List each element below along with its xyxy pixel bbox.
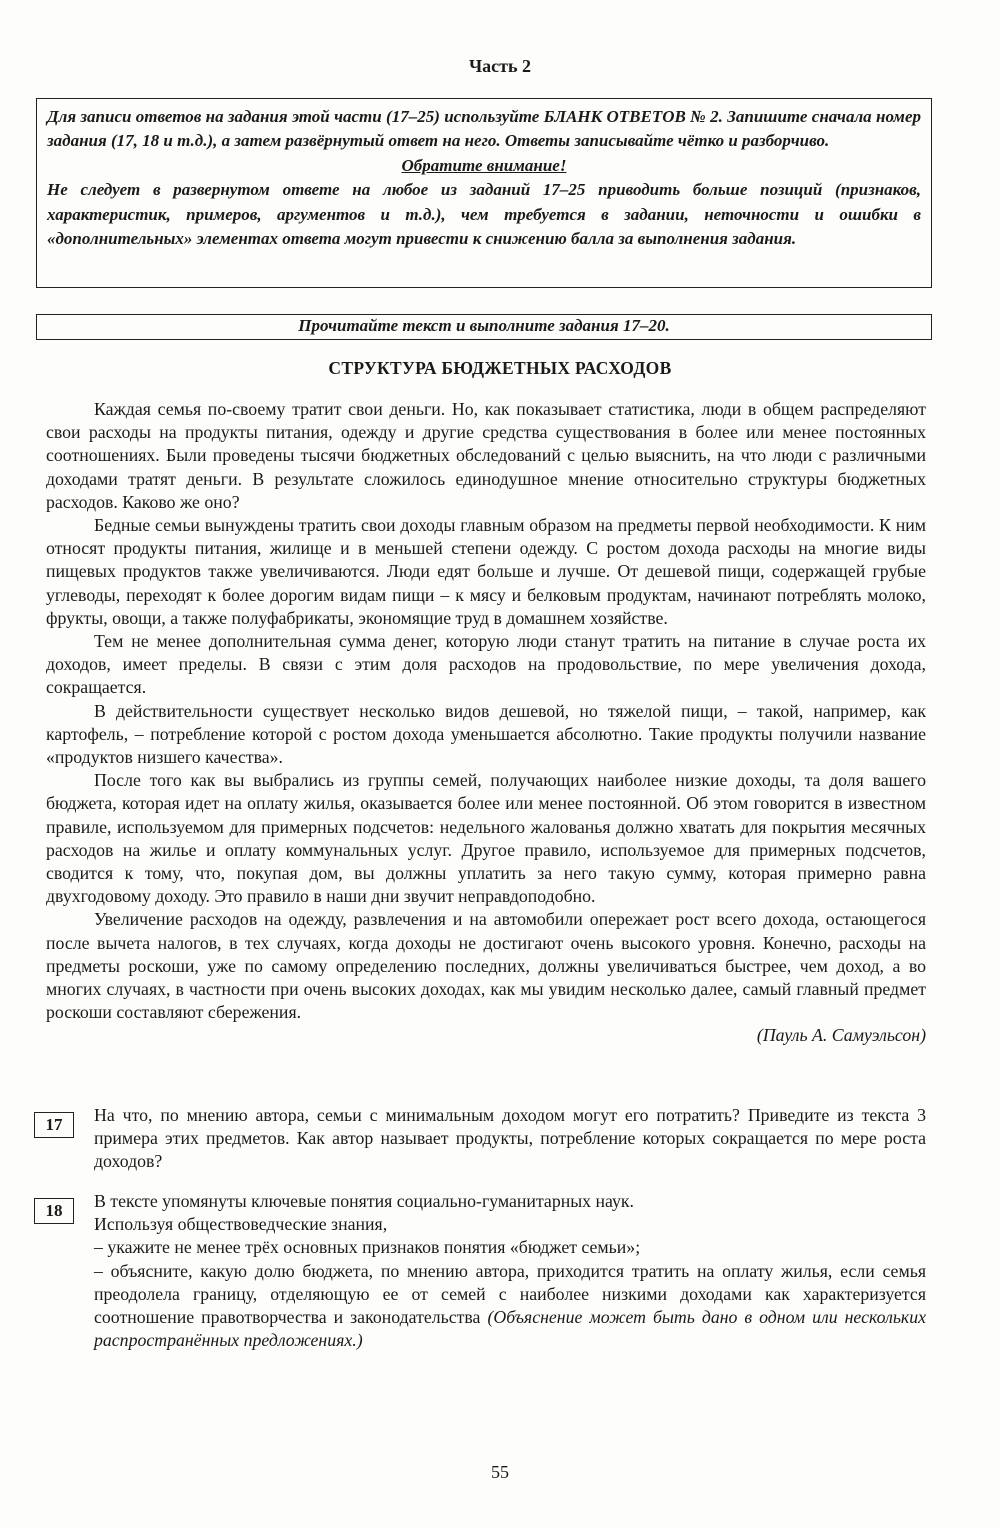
instructions-text: Для записи ответов на задания этой части (17–25) используйте БЛАНК ОТВЕТОВ № 2. Запишите сначала номер задания (17, 18 и т.д.), а затем развёрнутый ответ на него. Ответы записывайте чётко и разборчиво. [47, 107, 921, 151]
author-attribution: (Пауль А. Самуэльсон) [756, 1025, 926, 1046]
attention-heading: Обратите внимание! [401, 155, 567, 175]
paragraph: Каждая семья по-своему тратит свои деньги. Но, как показывает статистика, люди в общем распределяют свои расходы на продукты питания, одежду и другие средства существования в более или менее постоянных соотношениях. Были проведены тысячи бюджетных обследований с целью выяснить, на что люди с различными доходами тратят деньги. В результате сложилось единодушное мнение относительно структуры бюджетных расходов. Каково же оно? [46, 399, 926, 512]
read-instruction-box: Прочитайте текст и выполните задания 17–20. [36, 314, 932, 340]
task-17 [34, 1104, 926, 1174]
task-question: На что, по мнению автора, семьи с минимальным доходом могут его потратить? Приведите из текста 3 примера этих предметов. Как автор называет продукты, потребление которых сокращается по мере роста доходов? [94, 1105, 926, 1172]
instructions-box [36, 98, 932, 288]
task-intro: Используя обществоведческие знания, [94, 1214, 388, 1235]
task-bullet-text: – объясните, какую долю бюджета, по мнению автора, приходится тратить на оплату жилья, если семья преодолела границу, отделяющую ее от семей с наиболее низкими доходами как характеризуется соотношение правотворчества и законодательства [94, 1260, 926, 1328]
part-title: Часть 2 [468, 56, 532, 76]
paragraph: В действительности существует несколько видов дешевой, но тяжелой пищи, – такой, например, как картофель, – потребление которой с ростом дохода уменьшается абсолютно. Такие продукты получили название «продуктов низшего качества». [46, 700, 926, 768]
task-bullet [94, 1260, 926, 1353]
paragraph: Бедные семьи вынуждены тратить свои доходы главным образом на предметы первой необходимости. К ним относят продукты питания, жилище и в меньшей степени одежду. С ростом дохода расходы на многие виды пищевых продуктов также увеличиваются. Люди едят больше и лучше. От дешевой пищи, содержащей грубые углеводы, переходят к более дорогим видам пищи – к мясу и белковым продуктам, начинают потреблять молоко, фрукты, овощи, а также полуфабрикаты, экономящие труд в домашнем хозяйстве. [46, 515, 926, 628]
text-title: СТРУКТУРА БЮДЖЕТНЫХ РАСХОДОВ [328, 358, 672, 378]
task-text [94, 1190, 926, 1352]
task-18 [34, 1190, 926, 1352]
task-number-box: 18 [34, 1198, 74, 1224]
task-text [94, 1104, 926, 1174]
instructions-warning: Не следует в развернутом ответе на любое из заданий 17–25 приводить больше позиций (признаков, характеристик, примеров, аргументов и т.д.), чем требуется в задании, неточности и ошибки в «дополнительных» элементах ответа могут привести к снижению балла за выполнения задания. [47, 180, 921, 249]
paragraph: Тем не менее дополнительная сумма денег, которую люди станут тратить на питание в случае роста их доходов, имеет пределы. В связи с этим доля расходов на продовольствие, по мере увеличения дохода, сокращается. [46, 631, 926, 698]
task-number-box: 17 [34, 1112, 74, 1138]
page-number: 55 [491, 1462, 509, 1482]
task-bullet: – укажите не менее трёх основных признаков понятия «бюджет семьи»; [94, 1237, 641, 1258]
article-text [46, 398, 926, 1048]
task-intro: В тексте упомянуты ключевые понятия социально-гуманитарных наук. [94, 1191, 634, 1211]
task-note: (Объяснение может быть дано в одном или нескольких распространённых предложениях.) [94, 1307, 927, 1351]
paragraph: Увеличение расходов на одежду, развлечения и на автомобили опережает рост всего дохода, остающегося после вычета налогов, в тех случаях, когда доходы не достигают очень высокого уровня. Конечно, расходы на предметы роскоши, уже по самому определению последних, должны увеличиваться быстрее, чем доход, а во многих случаях, в частности при очень высоких доходах, как мы увидим несколько далее, самый главный предмет роскоши составляют сбережения. [46, 909, 926, 1023]
paragraph: После того как вы выбрались из группы семей, получающих наиболее низкие доходы, та доля вашего бюджета, которая идет на оплату жилья, оказывается более или менее постоянной. Об этом говорится в известном правиле, используемом для примерных подсчетов: недельного жалованья должно хватать для покрытия месячных расходов на жилье и оплату коммунальных услуг. Другое правило, используемое для примерных подсчетов, сводится к тому, что, покупая дом, вы должны уплатить за него такую сумму, которая примерно равна двухгодовому доходу. Это правило в наши дни звучит неправдоподобно. [46, 770, 926, 907]
